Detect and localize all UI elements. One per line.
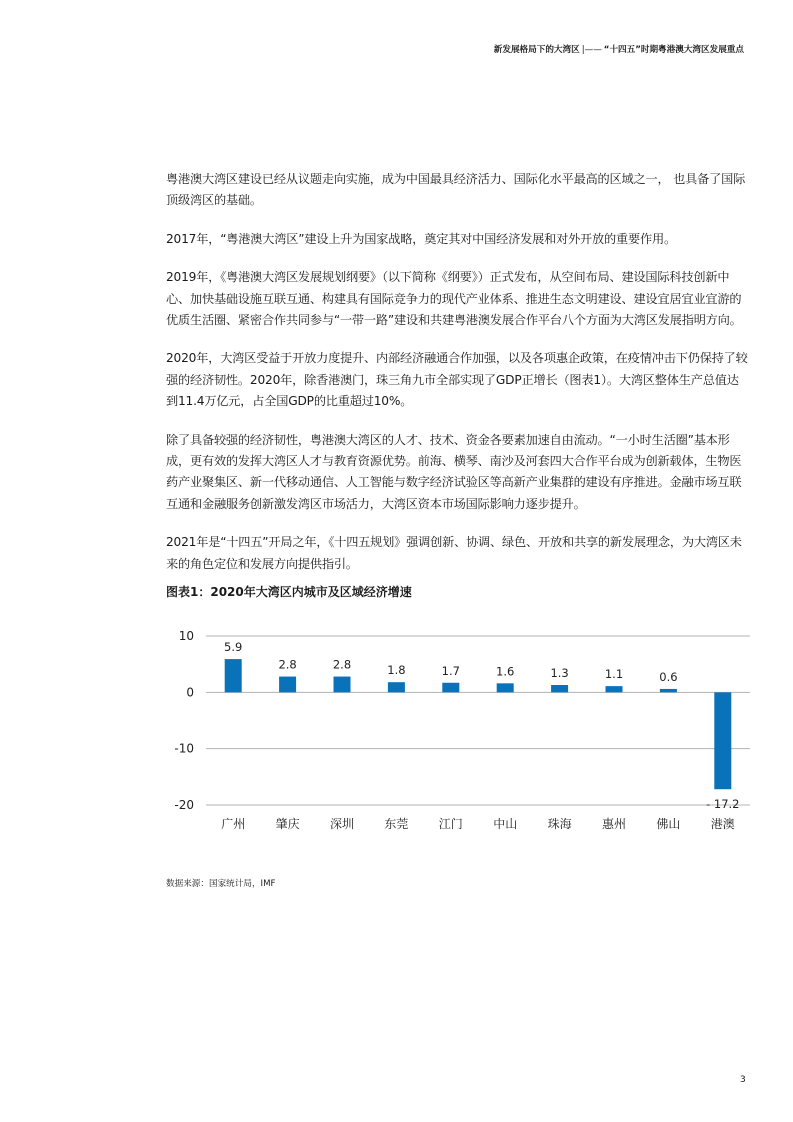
data-label: 1.6 bbox=[496, 664, 515, 679]
paragraph: 2019年，《粤港澳大湾区发展规划纲要》（以下简称《纲要》）正式发布，从空间布局、建设国际科技创新中心、加快基础设施互联互通、构建具有国际竞争力的现代产业体系、推进生态文明建设、建设宜居宜业宜游的优质生活圈、紧密合作共同参与“一带一路”建设和共建粤港澳发展合作平台八个方面为大湾区发展指明方向。 bbox=[166, 270, 742, 328]
paragraph: 粤港澳大湾区建设已经从议题走向实施，成为中国最具经济活力、国际化水平最高的区域之一， 也具备了国际顶级湾区的基础。 bbox=[166, 172, 746, 208]
bar bbox=[279, 677, 296, 693]
data-label: - 17.2 bbox=[706, 797, 740, 812]
paragraph: 2021年是“十四五”开局之年，《十四五规划》强调创新、协调、绿色、开放和共享的新发展理念，为大湾区未来的角色定位和发展方向提供指引。 bbox=[166, 535, 742, 571]
data-label: 0.6 bbox=[659, 669, 678, 684]
bar bbox=[497, 683, 514, 692]
x-tick-label: 东莞 bbox=[384, 817, 409, 831]
x-tick-label: 港澳 bbox=[710, 817, 735, 831]
data-label: 2.8 bbox=[332, 657, 352, 672]
y-tick-label: -20 bbox=[174, 798, 194, 812]
figure-title: 图表1：2020年大湾区内城市及区域经济增速 bbox=[166, 585, 412, 599]
running-header bbox=[494, 43, 744, 55]
bar bbox=[334, 677, 351, 693]
x-tick-label: 惠州 bbox=[601, 817, 627, 831]
bar-chart bbox=[160, 620, 760, 840]
paragraph: 2020年，大湾区受益于开放力度提升、内部经济融通合作加强，以及各项惠企政策，在疫情冲击下仍保持了较强的经济韧性。2020年，除香港澳门，珠三角九市全部实现了GDP正增长（图表1）。大湾区整体生产总值达到11.4万亿元，占全国GDP的比重超过10%。 bbox=[166, 351, 748, 409]
paragraph: 2017年，“粤港澳大湾区”建设上升为国家战略，奠定其对中国经济发展和对外开放的重要作用。 bbox=[166, 231, 676, 246]
data-label: 1.8 bbox=[387, 663, 406, 678]
x-tick-label: 肇庆 bbox=[275, 817, 300, 831]
bar bbox=[714, 692, 731, 789]
data-label: 1.7 bbox=[441, 663, 460, 678]
header-separator: |—— bbox=[581, 45, 602, 55]
body-text bbox=[166, 169, 748, 592]
y-tick-label: -10 bbox=[174, 741, 194, 756]
data-label: 1.3 bbox=[550, 666, 569, 681]
header-left: 新发展格局下的大湾区 bbox=[493, 45, 580, 55]
x-tick-label: 佛山 bbox=[656, 817, 681, 831]
data-label: 5.9 bbox=[224, 640, 243, 655]
bar bbox=[442, 683, 459, 693]
x-tick-label: 珠海 bbox=[547, 817, 572, 831]
x-tick-label: 江门 bbox=[438, 817, 463, 831]
bar bbox=[388, 682, 405, 692]
bar bbox=[225, 659, 242, 692]
paragraph: 除了具备较强的经济韧性，粤港澳大湾区的人才、技术、资金各要素加速自由流动。“一小时生活圈”基本形成，更有效的发挥大湾区人才与教育资源优势。前海、横琴、南沙及河套四大合作平台成为创新载体，生物医药产业聚集区、新一代移动通信、人工智能与数字经济试验区等高新产业集群的建设有序推进。金融市场互联互通和金融服务创新激发湾区市场活力，大湾区资本市场国际影响力逐步提升。 bbox=[166, 432, 742, 511]
header-right: “十四五”时期粤港澳大湾区发展重点 bbox=[603, 45, 744, 55]
bar bbox=[551, 685, 568, 692]
x-tick-label: 中山 bbox=[493, 817, 518, 831]
data-source: 数据来源：国家统计局，IMF bbox=[166, 879, 276, 889]
bar bbox=[660, 689, 677, 692]
y-tick-label: 0 bbox=[186, 685, 194, 700]
bar bbox=[606, 686, 623, 692]
x-tick-label: 深圳 bbox=[329, 817, 355, 831]
page-number: 3 bbox=[740, 1075, 746, 1085]
data-label: 2.8 bbox=[278, 657, 297, 672]
data-label: 1.1 bbox=[604, 667, 624, 682]
y-tick-label: 10 bbox=[178, 629, 194, 643]
x-tick-label: 广州 bbox=[221, 817, 246, 831]
